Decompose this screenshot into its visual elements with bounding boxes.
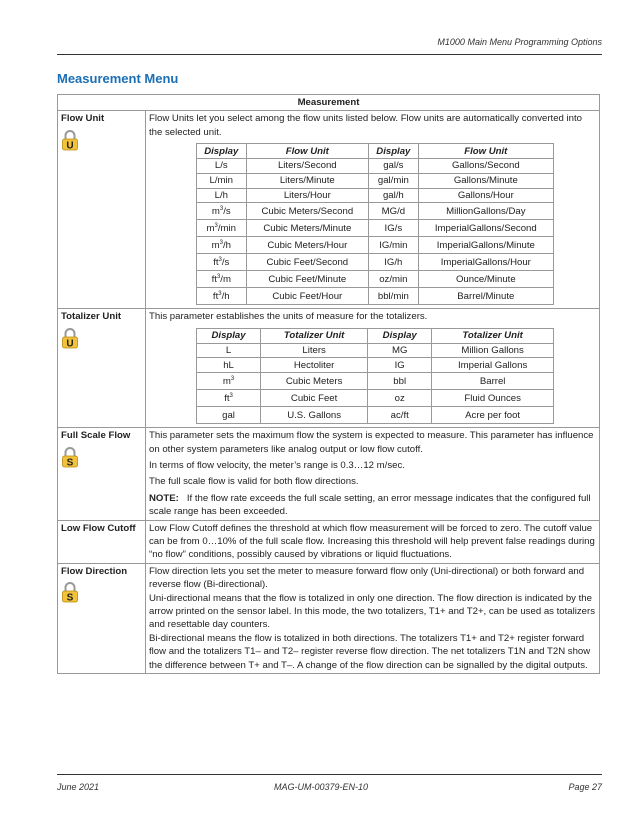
row-description: Flow direction lets you set the meter to measure forward flow only (Uni-directional) or both forward and reverse flow (Bi-directional).: [149, 565, 585, 591]
svg-text:U: U: [66, 140, 74, 151]
table-row: L Liters MG Million Gallons: [197, 343, 554, 358]
section-title: Measurement Menu: [57, 71, 179, 86]
note-text: If the flow rate exceeds the full scale setting, an error message indicates that the configured full scale range has been exceeded.: [149, 492, 591, 518]
table-row: $m^3/\min$ Cubic Meters/Minute IG/s ImperialGallons/Second: [197, 220, 554, 237]
svg-text:S: S: [66, 592, 74, 604]
flow-unit-table: [196, 143, 554, 305]
row-description: The full scale flow is valid for both flow directions.: [149, 476, 359, 488]
padlock-icon: [61, 581, 79, 603]
row-description: This parameter sets the maximum flow the system is expected to measure. This parameter has influence on other system parameters like analog output or low flow cutoff.: [149, 430, 594, 455]
row-description: Uni-directional means that the flow is totalized in only one direction. The flow direction is indicated by the arrow printed on the sensor label. In this mode, the two totalizers, T1+ and T2+, can be used as totalizers and resettable day counters.: [149, 592, 596, 631]
row-description: Bi-directional means the flow is totalized in both directions. The totalizers T1+ and T2+ register forward flow and the totalizers T1– and T2– register reverse flow direction. The net totalizers T1N and T2N show the difference between T+ and T–. A change of the flow direction can be signalled by the digital outputs.: [149, 632, 591, 671]
svg-text:U: U: [66, 338, 74, 349]
row-label: Full Scale Flow: [61, 430, 131, 442]
padlock-icon: [61, 129, 79, 151]
measurement-table: [57, 94, 600, 674]
row-full-scale-flow: [58, 428, 600, 520]
table-row: $ft^3/h$ Cubic Feet/Hour bbl/min Barrel/Minute: [197, 288, 554, 305]
table-row: $ft^3$ Cubic Feet oz Fluid Ounces: [197, 390, 554, 407]
table-heading: Measurement: [58, 95, 600, 111]
table-row: gal U.S. Gallons ac/ft Acre per foot: [197, 407, 554, 424]
column-header: Totalizer Unit: [432, 328, 554, 343]
column-header: Flow Unit: [418, 144, 553, 159]
footer-doc-number: MAG-UM-00379-EN-10: [274, 782, 369, 792]
table-row: $m^3/s$ Cubic Meters/Second MG/d MillionGallons/Day: [197, 203, 554, 220]
row-label: Totalizer Unit: [61, 311, 122, 323]
row-low-flow-cutoff: [58, 520, 600, 563]
padlock-icon: [61, 446, 79, 468]
row-flow-direction: [58, 563, 600, 673]
row-totalizer-unit: [58, 309, 600, 428]
row-description: Low Flow Cutoff defines the threshold at which flow measurement will be forced to zero. The cutoff value can be from 0…10% of the full scale flow. Increasing this threshold will help prevent false readings during “no flow” conditions, possibly caused by vibrations or liquid fluctuations.: [149, 522, 595, 561]
header-rule: [57, 54, 602, 55]
row-flow-unit: [58, 111, 600, 309]
note-label: NOTE:: [149, 492, 179, 504]
note: [149, 492, 596, 519]
column-header: Flow Unit: [246, 144, 369, 159]
table-row: hL Hectoliter IG Imperial Gallons: [197, 358, 554, 373]
padlock-icon: [61, 327, 79, 349]
row-description: This parameter establishes the units of measure for the totalizers.: [149, 311, 428, 323]
column-header: Display: [197, 144, 247, 159]
table-row: L/h Liters/Hour gal/h Gallons/Hour: [197, 188, 554, 203]
table-row: L/min Liters/Minute gal/min Gallons/Minute: [197, 173, 554, 188]
column-header: Display: [197, 328, 261, 343]
row-description: Flow Units let you select among the flow units listed below. Flow units are automatically converted into the selected unit.: [149, 113, 582, 138]
footer-rule: [57, 774, 602, 775]
table-row: $m^3/h$ Cubic Meters/Hour IG/min ImperialGallons/Minute: [197, 237, 554, 254]
table-row: L/s Liters/Second gal/s Gallons/Second: [197, 159, 554, 174]
row-description: In terms of flow velocity, the meter’s range is 0.3…12 m/sec.: [149, 460, 405, 472]
totalizer-unit-table: [196, 328, 554, 424]
table-row: $ft^3/s$ Cubic Feet/Second IG/h ImperialGallons/Hour: [197, 254, 554, 271]
footer-date: June 2021: [57, 782, 100, 792]
table-row: $m^3$ Cubic Meters bbl Barrel: [197, 373, 554, 390]
column-header: Totalizer Unit: [261, 328, 368, 343]
running-header: M1000 Main Menu Programming Options: [437, 37, 602, 47]
row-label: Flow Direction: [61, 565, 128, 577]
row-label: Low Flow Cutoff: [61, 522, 136, 534]
table-row: $ft^3/m$ Cubic Feet/Minute oz/min Ounce/Minute: [197, 271, 554, 288]
row-label: Flow Unit: [61, 113, 105, 125]
column-header: Display: [368, 328, 432, 343]
svg-text:S: S: [66, 457, 74, 468]
footer-page-number: Page 27: [568, 782, 602, 792]
column-header: Display: [369, 144, 419, 159]
